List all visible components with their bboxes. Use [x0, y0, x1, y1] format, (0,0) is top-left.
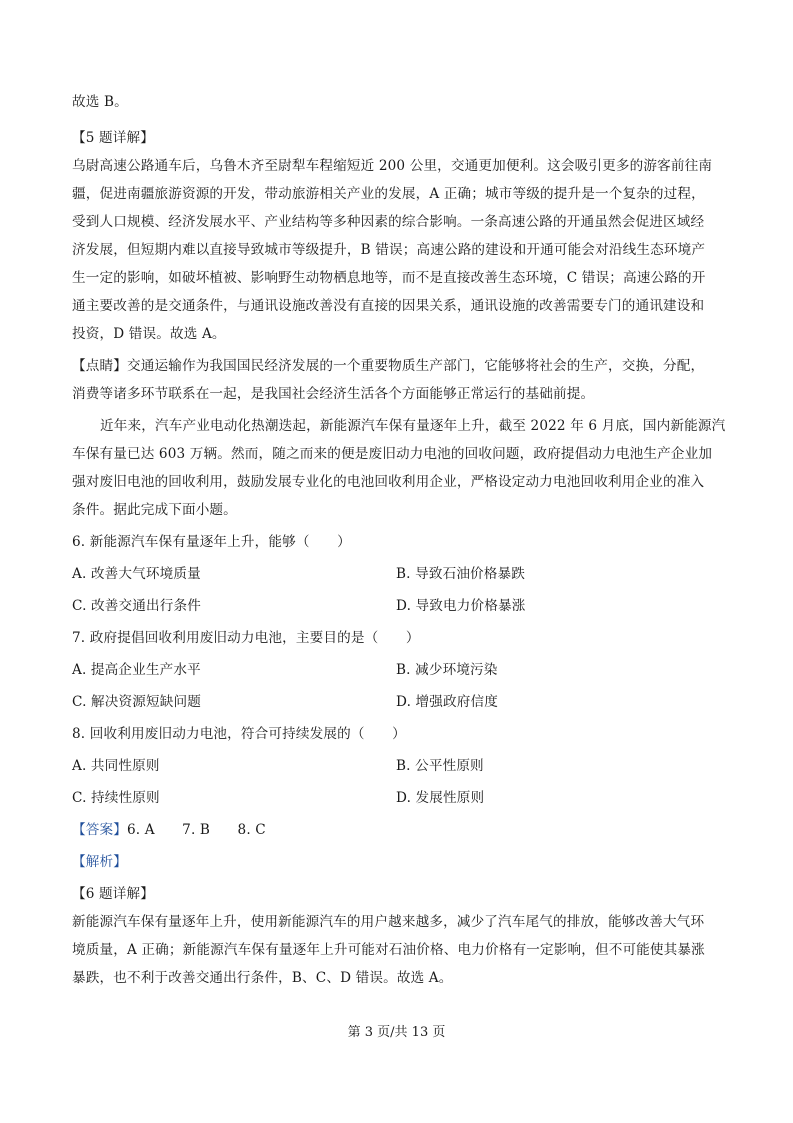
paragraph-line: 新能源汽车保有量逐年上升，使用新能源汽车的用户越来越多，减少了汽车尾气的排放，能够改善大气环 [72, 914, 705, 930]
page-footer: 第 3 页/共 13 页 [347, 1025, 446, 1040]
q7-option-a: A. 提高企业生产水平 [72, 662, 201, 678]
q6-option-a: A. 改善大气环境质量 [72, 566, 201, 582]
paragraph-line: 故选 B。 [72, 94, 128, 110]
detail-6-heading: 【6 题详解】 [72, 886, 154, 902]
q8-option-d: D. 发展性原则 [396, 790, 485, 806]
paragraph-line: 生一定的影响，如破坏植被、影响野生动物栖息地等，而不是直接改善生态环境，C 错误；高速公路的开 [72, 270, 706, 286]
paragraph-line: 车保有量已达 603 万辆。然而，随之而来的便是废旧动力电池的回收问题，政府提倡动力电池生产企业加 [72, 446, 713, 462]
answer-line [72, 820, 722, 840]
q8-option-c: C. 持续性原则 [72, 790, 160, 806]
paragraph-line: 济发展，但短期内难以直接导致城市等级提升，B 错误；高速公路的建设和开通可能会对沿线生态环境产 [72, 242, 706, 258]
paragraph-line: 【点睛】交通运输作为我国国民经济发展的一个重要物质生产部门，它能够将社会的生产，交换，分配， [72, 358, 705, 374]
paragraph-line: 近年来，汽车产业电动化热潮迭起，新能源汽车保有量逐年上升，截至 2022 年 6 月底，国内新能源汽 [100, 418, 726, 434]
paragraph-line: 通主要改善的是交通条件，与通讯设施改善没有直接的因果关系，通讯设施的改善需要专门的通讯建设和 [72, 298, 705, 314]
q7-option-c: C. 解决资源短缺问题 [72, 694, 201, 710]
answer-values: 6. A 7. B 8. C [126, 822, 266, 838]
question-7-stem: 7. 政府提倡回收利用废旧动力电池，主要目的是（ ） [72, 630, 420, 646]
q6-option-c: C. 改善交通出行条件 [72, 598, 201, 614]
analysis-tag: 【解析】 [72, 854, 127, 870]
paragraph-line: 强对废旧电池的回收利用，鼓励发展专业化的电池回收利用企业，严格设定动力电池回收利用企业的准入 [72, 474, 705, 490]
paragraph-line: 受到人口规模、经济发展水平、产业结构等多种因素的综合影响。一条高速公路的开通虽然会促进区域经 [72, 214, 705, 230]
paragraph-line: 暴跌，也不利于改善交通出行条件，B、C、D 错误。故选 A。 [72, 970, 453, 986]
paragraph-line: 疆，促进南疆旅游资源的开发，带动旅游相关产业的发展，A 正确；城市等级的提升是一个复杂的过程， [72, 186, 705, 202]
paragraph-line: 境质量，A 正确；新能源汽车保有量逐年上升可能对石油价格、电力价格有一定影响，但不可能使其暴涨 [72, 942, 705, 958]
answer-tag: 【答案】 [72, 822, 127, 838]
paragraph-line: 投资，D 错误。故选 A。 [72, 326, 226, 342]
paragraph-line: 消费等诸多环节联系在一起，是我国社会经济生活各个方面能够正常运行的基础前提。 [72, 386, 595, 402]
section-heading: 【5 题详解】 [72, 130, 154, 146]
q6-option-d: D. 导致电力价格暴涨 [396, 598, 526, 614]
q8-option-a: A. 共同性原则 [72, 758, 160, 774]
paragraph-line: 条件。据此完成下面小题。 [72, 502, 237, 518]
question-6-stem: 6. 新能源汽车保有量逐年上升，能够（ ） [72, 534, 351, 550]
q6-option-b: B. 导致石油价格暴跌 [396, 566, 526, 582]
q7-option-d: D. 增强政府信度 [396, 694, 498, 710]
question-8-stem: 8. 回收利用废旧动力电池，符合可持续发展的（ ） [72, 726, 406, 742]
q7-option-b: B. 减少环境污染 [396, 662, 498, 678]
q8-option-b: B. 公平性原则 [396, 758, 484, 774]
paragraph-line: 乌尉高速公路通车后，乌鲁木齐至尉犁车程缩短近 200 公里，交通更加便利。这会吸引更多的游客前往南 [72, 158, 713, 174]
